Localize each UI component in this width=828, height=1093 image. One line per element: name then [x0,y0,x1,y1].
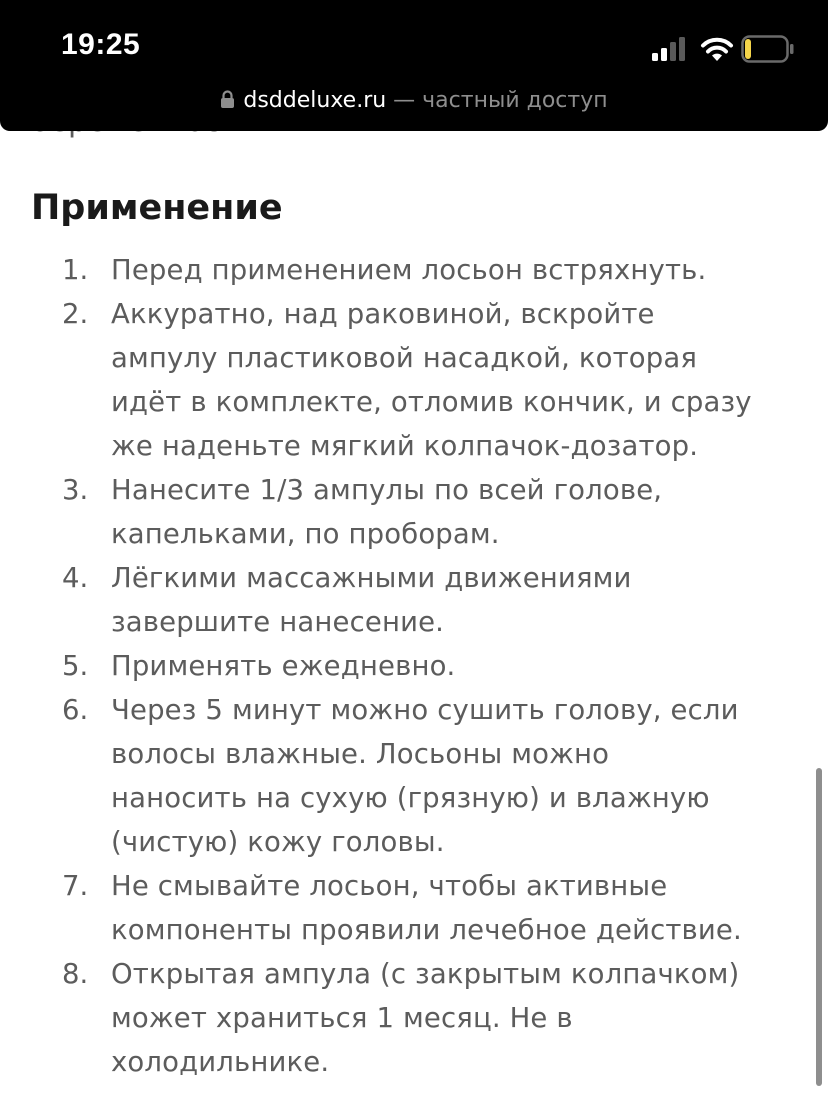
step-text-line: завершите нанесение. [111,606,445,638]
step-text-line: Аккуратно, над раковиной, вскройте [111,298,655,330]
list-item [0,292,810,468]
scrollbar[interactable] [816,768,822,1086]
step-text-line: может храниться 1 месяц. Не в [111,1002,573,1034]
status-time: 19:25 [61,28,141,61]
step-text-line: компоненты проявили лечебное действие. [111,914,742,946]
step-text-line: наносить на сухую (грязную) и влажную [111,782,710,814]
step-text-line: же наденьте мягкий колпачок-дозатор. [111,430,699,462]
list-item [0,468,810,556]
step-number: 8. [62,958,89,990]
step-number: 7. [62,870,89,902]
private-access-label: — частный доступ [386,88,608,113]
step-text-line: ампулу пластиковой насадкой, которая [111,342,698,374]
list-item [0,952,810,1084]
list-item [0,688,810,864]
step-number: 4. [62,562,89,594]
status-bar [0,0,828,131]
battery-level: 9 [757,36,771,61]
signal-icon [652,37,690,61]
step-text-line: идёт в комплекте, отломив кончик, и сразу [111,386,752,418]
wifi-icon [700,36,734,62]
step-text-line: Нанесите 1/3 ампулы по всей голове, [111,474,663,506]
step-text-line: капельками, по проборам. [111,518,500,550]
section-heading: Применение [31,188,283,228]
step-number: 5. [62,650,89,682]
step-number: 6. [62,694,89,726]
step-text-line: Открытая ампула (с закрытым колпачком) [111,958,740,990]
lock-icon [220,90,235,109]
step-text-line: Применять ежедневно. [111,650,456,682]
list-item [0,556,810,644]
step-text-line: Перед применением лосьон встряхнуть. [111,254,707,286]
step-text-line: Лёгкими массажными движениями [111,562,632,594]
step-text-line: Не смывайте лосьон, чтобы активные [111,870,668,902]
step-text-line: (чистую) кожу головы. [111,826,445,858]
step-number: 2. [62,298,89,330]
list-item [0,248,810,292]
step-number: 3. [62,474,89,506]
step-number: 1. [62,254,89,286]
list-item [0,644,810,688]
step-text-line: холодильнике. [111,1046,330,1078]
site-domain: dsddeluxe.ru [243,88,387,113]
steps-list [0,248,810,1084]
list-item [0,864,810,952]
address-bar[interactable] [0,86,828,116]
step-text-line: Через 5 минут можно сушить голову, если [111,694,739,726]
step-text-line: волосы влажные. Лосьоны можно [111,738,610,770]
